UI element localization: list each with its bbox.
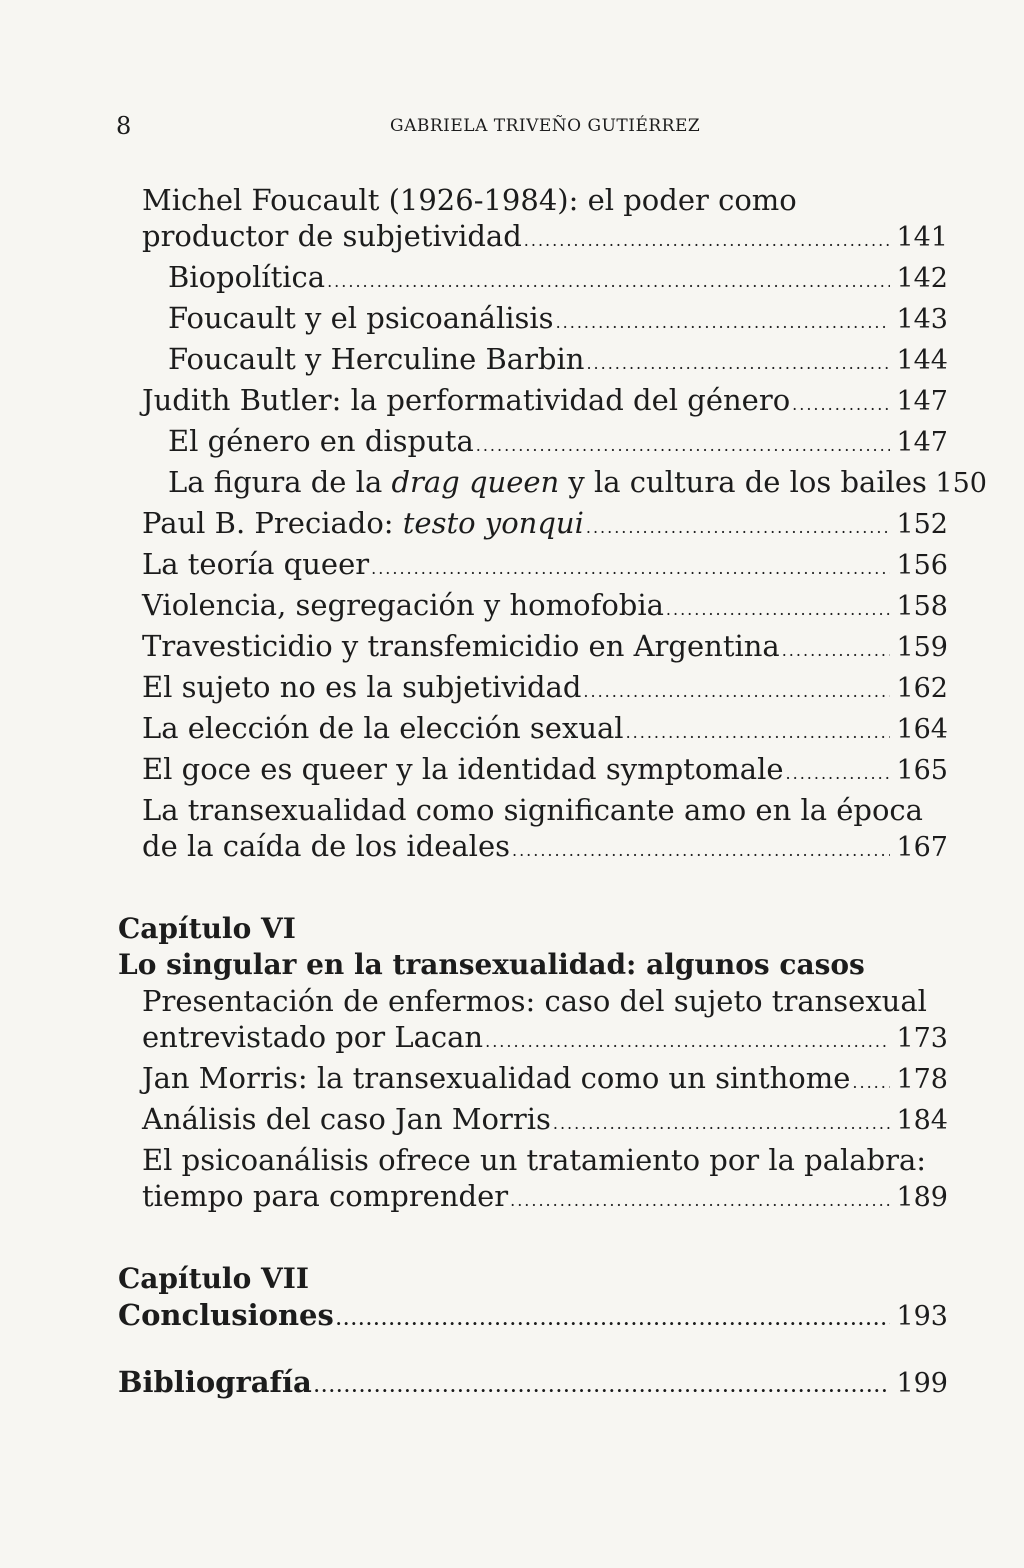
toc-page-number: 159 (896, 632, 948, 663)
toc-page-number: 141 (896, 222, 948, 253)
toc-entry-line1: La transexualidad como significante amo en la época (142, 793, 923, 827)
toc-entry-violencia[interactable] (118, 587, 948, 628)
leader-dots (786, 756, 890, 792)
leader-dots (485, 1024, 890, 1060)
toc-entry-conclusiones[interactable] (118, 1261, 948, 1338)
toc-entry-presentacion-enfermos[interactable] (118, 983, 948, 1060)
leader-dots (371, 551, 890, 587)
page-number: 8 (116, 112, 132, 140)
toc-page-number: 184 (896, 1105, 948, 1136)
toc-page-number: 162 (896, 673, 948, 704)
leader-dots (792, 387, 890, 423)
toc-page-number: 147 (896, 386, 948, 417)
toc-entry-title: Violencia, segregación y homofobia (142, 588, 664, 622)
leader-dots (553, 1106, 890, 1142)
toc-page-number: 144 (896, 345, 948, 376)
toc-entry-analisis-jan-morris[interactable] (118, 1101, 948, 1142)
leader-dots (476, 428, 890, 464)
toc-entry-sujeto-subjetividad[interactable] (118, 669, 948, 710)
title-italic-part: testo yonqui (402, 506, 584, 540)
toc-entry-herculine-barbin[interactable] (118, 341, 948, 382)
leader-dots (782, 633, 890, 669)
toc-entry-title: Análisis del caso Jan Morris (142, 1102, 551, 1136)
toc-entry-title: de la caída de los ideales (142, 829, 510, 863)
leader-dots (626, 715, 890, 751)
leader-dots (336, 1302, 890, 1338)
toc-page-number: 193 (896, 1301, 948, 1332)
chapter-title: Lo singular en la transexualidad: algunos casos (118, 948, 865, 981)
toc-page-number: 189 (896, 1182, 948, 1213)
leader-dots (586, 510, 890, 546)
toc-entry-title: La elección de la elección sexual (142, 711, 624, 745)
toc-page-number: 178 (896, 1064, 948, 1095)
toc-entry-line1: El psicoanálisis ofrece un tratamiento por la palabra: (142, 1143, 927, 1177)
toc-entry-title: productor de subjetividad (142, 219, 522, 253)
toc-entry-title: Foucault y el psicoanálisis (168, 301, 554, 335)
leader-dots (512, 833, 890, 869)
toc-entry-genero-en-disputa[interactable] (118, 423, 948, 464)
toc-page-number: 150 (935, 468, 987, 499)
toc-entry-drag-queen[interactable] (118, 464, 987, 505)
toc-page-number: 167 (896, 832, 948, 863)
toc-entry-teoria-queer[interactable] (118, 546, 948, 587)
toc-entry-title: Foucault y Herculine Barbin (168, 342, 585, 376)
toc-entry-title (142, 505, 584, 541)
leader-dots (327, 264, 890, 300)
chapter-6-heading (118, 911, 948, 983)
leader-dots (314, 1369, 890, 1405)
toc-entry-title: Jan Morris: la transexualidad como un sinthome (142, 1061, 851, 1095)
leader-dots (586, 346, 890, 382)
toc-entry-goce-queer[interactable] (118, 751, 948, 792)
toc-entry-title: Biopolítica (168, 260, 326, 294)
toc-entry-line1: Presentación de enfermos: caso del sujeto transexual (142, 984, 927, 1018)
chapter-label: Capítulo VI (118, 912, 296, 945)
toc-entry-title: Travesticidio y transfemicidio en Argentina (142, 629, 780, 663)
toc-page-number: 143 (896, 304, 948, 335)
toc-entry-line1: Michel Foucault (1926-1984): el poder como (142, 183, 797, 217)
toc-entry-travesticidio[interactable] (118, 628, 948, 669)
toc-page-number: 158 (896, 591, 948, 622)
toc-entry-eleccion-sexual[interactable] (118, 710, 948, 751)
toc-entry-title: El género en disputa (168, 424, 474, 458)
toc-entry-jan-morris-sinthome[interactable] (118, 1060, 948, 1101)
toc-page-number: 164 (896, 714, 948, 745)
chapter-label: Capítulo VII (118, 1262, 309, 1295)
toc-page-number: 147 (896, 427, 948, 458)
toc-page-number: 142 (896, 263, 948, 294)
toc-entry-preciado[interactable] (118, 505, 948, 546)
toc-entry-title: El sujeto no es la subjetividad (142, 670, 582, 704)
title-part: y la cultura de los bailes (559, 465, 927, 499)
leader-dots (852, 1065, 890, 1101)
chapter-title: Conclusiones (118, 1298, 334, 1332)
toc-entry-bibliografia[interactable] (118, 1364, 948, 1405)
toc-entry-title (168, 464, 927, 500)
toc-entry-judith-butler[interactable] (118, 382, 948, 423)
running-head: GABRIELA TRIVEÑO GUTIÉRREZ (390, 116, 701, 136)
toc-page-number: 156 (896, 550, 948, 581)
bibliography-title: Bibliografía (118, 1365, 312, 1399)
toc-entry-title: tiempo para comprender (142, 1179, 509, 1213)
toc-entry-title: Judith Butler: la performatividad del género (142, 383, 791, 417)
toc-page-number: 152 (896, 509, 948, 540)
toc-entry-foucault-psicoanalisis[interactable] (118, 300, 948, 341)
leader-dots (510, 1183, 890, 1219)
toc-page-number: 199 (896, 1368, 948, 1399)
title-italic-part: drag queen (391, 465, 560, 499)
leader-dots (556, 305, 890, 341)
toc-entry-title: El goce es queer y la identidad symptomale (142, 752, 784, 786)
leader-dots (666, 592, 890, 628)
toc-entry-title: entrevistado por Lacan (142, 1020, 484, 1054)
title-part: Paul B. Preciado: (142, 506, 403, 540)
toc-entry-significante-amo[interactable] (118, 792, 948, 869)
toc-page-number: 173 (896, 1023, 948, 1054)
toc-entry-foucault[interactable] (118, 182, 948, 259)
toc-page-number: 165 (896, 755, 948, 786)
title-part: La figura de la (168, 465, 392, 499)
leader-dots (524, 223, 890, 259)
toc-entry-biopolitica[interactable] (118, 259, 948, 300)
leader-dots (583, 674, 890, 710)
toc-entry-title: La teoría queer (142, 547, 370, 581)
table-of-contents (118, 182, 987, 1405)
toc-entry-tratamiento-palabra[interactable] (118, 1142, 948, 1219)
